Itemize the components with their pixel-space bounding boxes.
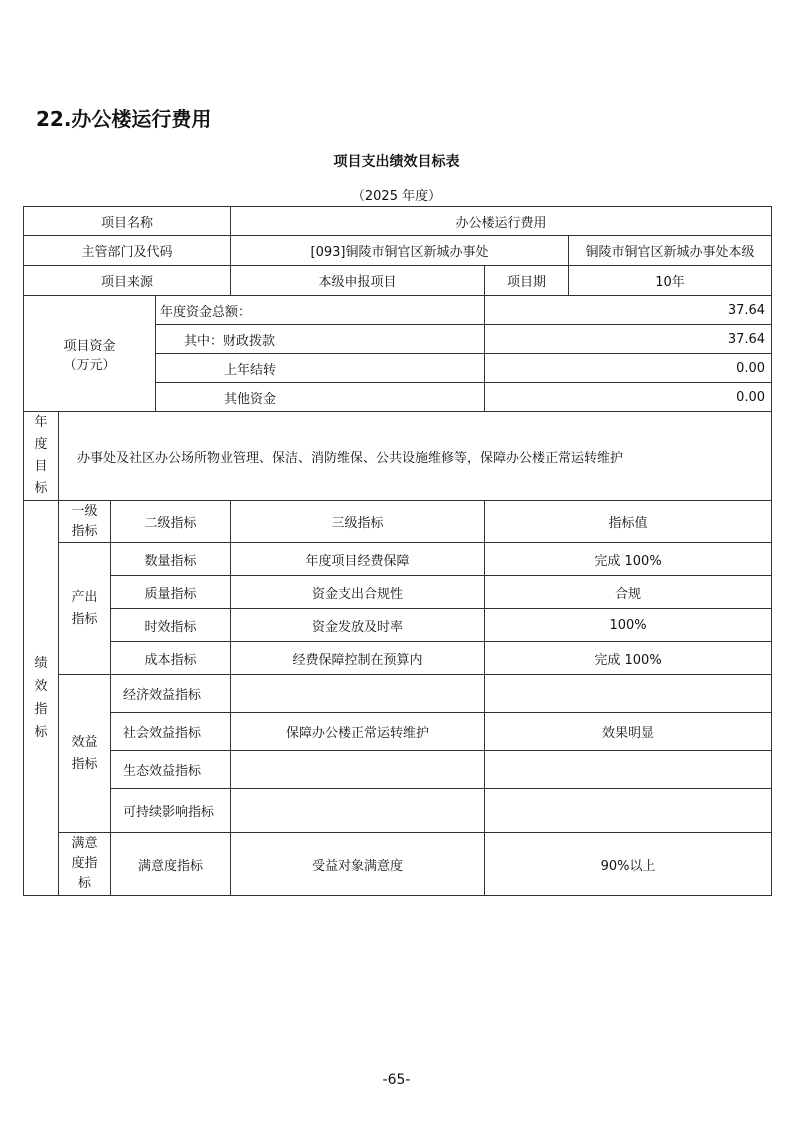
satisfaction-label-text: 满意度指标 [71, 836, 98, 891]
benefit-l2-3: 可持续影响指标 [111, 789, 231, 833]
funds-total-label: 年度资金总额： [156, 296, 485, 325]
header-level1 [59, 501, 111, 543]
satisfaction-l2: 满意度指标 [111, 833, 231, 896]
project-period-value: 10年 [569, 266, 772, 296]
benefit-l3-1: 保障办公楼正常运转维护 [231, 713, 485, 751]
page-number: -65- [382, 1072, 411, 1088]
benefit-l3-0 [231, 675, 485, 713]
performance-table [23, 206, 772, 896]
output-v-1: 合规 [485, 576, 772, 609]
project-name-value: 办公楼运行费用 [231, 207, 772, 236]
output-l2-1: 质量指标 [111, 576, 231, 609]
funds-carryover-label: 上年结转 [156, 354, 485, 383]
section-title: 22.办公楼运行费用 [36, 107, 212, 131]
output-l2-3: 成本指标 [111, 642, 231, 675]
output-l3-0: 年度项目经费保障 [231, 543, 485, 576]
output-l3-2: 资金发放及时率 [231, 609, 485, 642]
benefit-l3-2 [231, 751, 485, 789]
benefit-label-text: 效益指标 [71, 734, 98, 772]
output-l2-2: 时效指标 [111, 609, 231, 642]
funds-carryover-value: 0.00 [485, 354, 772, 383]
funds-fiscal-label: 其中：财政拨款 [156, 325, 485, 354]
output-l2-0: 数量指标 [111, 543, 231, 576]
benefit-v-3 [485, 789, 772, 833]
year-label: （2025 年度） [351, 189, 442, 204]
benefit-label [59, 675, 111, 833]
output-v-2: 100% [485, 609, 772, 642]
funds-label-line2: （万元） [63, 357, 116, 373]
output-l3-1: 资金支出合规性 [231, 576, 485, 609]
header-level3-cell: 三级指标 [231, 501, 485, 543]
funds-label [24, 296, 156, 412]
project-source-value: 本级申报项目 [231, 266, 485, 296]
table-title: 项目支出绩效目标表 [333, 154, 460, 170]
project-source-label: 项目来源 [24, 266, 231, 296]
project-name-label: 项目名称 [24, 207, 231, 236]
satisfaction-l3: 受益对象满意度 [231, 833, 485, 896]
output-label-text: 产出指标 [71, 589, 98, 627]
header-level2: 二级指标 [111, 501, 231, 543]
benefit-v-0 [485, 675, 772, 713]
satisfaction-label [59, 833, 111, 896]
funds-total-value: 37.64 [485, 296, 772, 325]
benefit-l2-1: 社会效益指标 [111, 713, 231, 751]
benefit-v-1: 效果明显 [485, 713, 772, 751]
funds-fiscal-value: 37.64 [485, 325, 772, 354]
output-v-0: 完成 100% [485, 543, 772, 576]
funds-label-line1: 项目资金 [63, 338, 116, 354]
dept-value: [093]铜陵市铜官区新城办事处 [231, 236, 569, 266]
annual-goal-label-text: 年度目标 [34, 415, 48, 496]
indicators-outer-label-text: 绩效指标 [34, 656, 48, 740]
funds-other-label: 其他资金 [156, 383, 485, 412]
annual-goal-label [24, 412, 59, 501]
project-period-label: 项目期 [485, 266, 569, 296]
benefit-v-2 [485, 751, 772, 789]
output-l3-3: 经费保障控制在预算内 [231, 642, 485, 675]
annual-goal-text: 办事处及社区办公场所物业管理、保洁、消防维保、公共设施维修等，保障办公楼正常运转维护 [59, 412, 772, 501]
indicators-outer-label [24, 501, 59, 896]
output-v-3: 完成 100% [485, 642, 772, 675]
benefit-l3-3 [231, 789, 485, 833]
impl-unit-value: 铜陵市铜官区新城办事处本级 [569, 236, 772, 266]
benefit-l2-0: 经济效益指标 [111, 675, 231, 713]
output-label [59, 543, 111, 675]
header-level1-text: 一级指标 [71, 503, 98, 539]
dept-label: 主管部门及代码 [24, 236, 231, 266]
satisfaction-v: 90%以上 [485, 833, 772, 896]
funds-other-value: 0.00 [485, 383, 772, 412]
benefit-l2-2: 生态效益指标 [111, 751, 231, 789]
header-value: 指标值 [485, 501, 772, 543]
